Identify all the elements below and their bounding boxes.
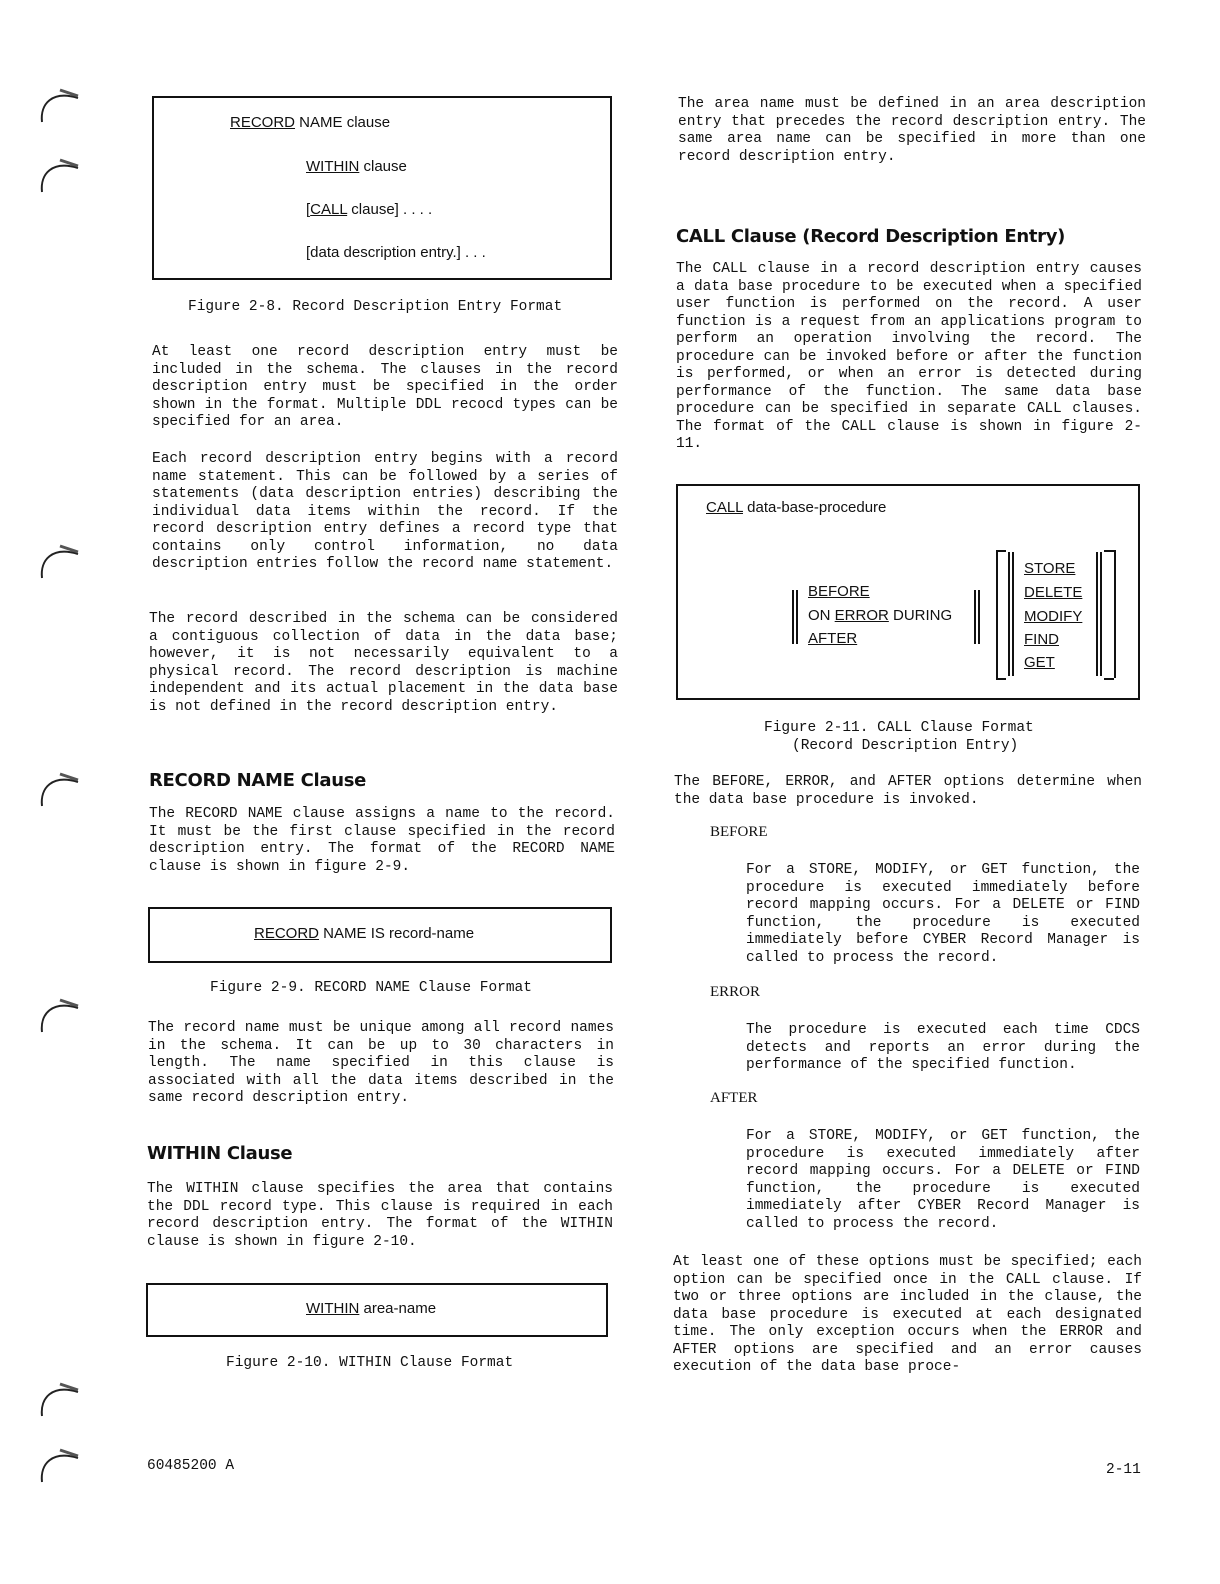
function-get: GET (1024, 654, 1055, 671)
within-clause-text: clause (359, 158, 407, 175)
brace-bar (1100, 552, 1102, 676)
data-description-entry-text: [data description entry.] . . . (306, 244, 486, 261)
call-keyword: CALL (706, 499, 743, 516)
binder-hole-mark (38, 768, 82, 808)
paragraph: Each record description entry begins with a record name statement. This can be followed by a series of statements (data description entries) describing the individual data items within the record. If the record description entry defines a record type that contains only control information, no data description entries follow the record name statement. (152, 451, 618, 572)
figure-2-11-caption-sub: (Record Description Entry) (792, 738, 1019, 754)
bracket-cap (996, 550, 1006, 552)
bracket-cap (1104, 678, 1114, 680)
brace-bar (1096, 552, 1098, 676)
record-name-text: NAME IS record-name (319, 925, 475, 942)
binder-hole-mark (38, 1378, 82, 1418)
footer-document-number: 60485200 A (147, 1458, 235, 1474)
definition-error: The procedure is executed each time CDCS detects and reports an error during the performance of the specified function. (746, 1022, 1140, 1073)
brace-bar (1008, 552, 1010, 676)
brace-bar (792, 590, 794, 644)
paragraph: The record described in the schema can be considered a contiguous collection of data in the data base; however, it is not necessarily equivalent to a physical record. The record description is machine independent and its actual placement in the data base is not defined in the record description entry. (149, 611, 618, 715)
binder-hole-mark (38, 84, 82, 124)
bracket-bar (996, 550, 998, 678)
brace-bar (1012, 552, 1014, 676)
function-modify: MODIFY (1024, 608, 1083, 625)
procedure-name-text: data-base-procedure (742, 499, 887, 516)
paragraph: The RECORD NAME clause assigns a name to the record. It must be the first clause specified in the record description entry. The format of the RECORD NAME clause is shown in figure 2-9. (149, 806, 615, 875)
figure-2-9-box (148, 907, 612, 963)
term-after: AFTER (710, 1090, 758, 1106)
brace-bar (796, 590, 798, 644)
term-before: BEFORE (710, 824, 768, 840)
section-heading-record-name: RECORD NAME Clause (149, 770, 367, 791)
paragraph: The area name must be defined in an area description entry that precedes the record description entry. The same area name can be specified in more than one record description entry. (678, 96, 1146, 165)
function-delete: DELETE (1024, 584, 1083, 601)
figure-2-10-caption: Figure 2-10. WITHIN Clause Format (226, 1355, 514, 1371)
figure-2-9-caption: Figure 2-9. RECORD NAME Clause Format (210, 980, 532, 996)
bracket-open: [ (306, 201, 311, 218)
name-clause-text: NAME clause (295, 114, 391, 131)
bracket-cap (1104, 550, 1114, 552)
record-keyword: RECORD (230, 114, 296, 131)
area-name-text: area-name (359, 1300, 437, 1317)
brace-bar (974, 590, 976, 644)
term-error: ERROR (710, 984, 761, 1000)
figure-2-8-caption: Figure 2-8. Record Description Entry Format (188, 299, 563, 315)
within-keyword: WITHIN (306, 1300, 360, 1317)
paragraph: At least one of these options must be specified; each option can be specified once in the CALL clause. If two or three options are included in the clause, the data base procedure is executed at each designated time. The only exception occurs when the ERROR and AFTER options are specified and an error causes execution of the data base proce- (673, 1254, 1142, 1375)
paragraph: The record name must be unique among all record names in the schema. It can be up to 30 characters in length. The name specified in this clause is associated with all the data items described in the same record description entry. (148, 1020, 614, 1106)
paragraph: The CALL clause in a record description entry causes a data base procedure to be executed when a specified user function is performed on the record. A user function is a request from an applications program to perform an operation involving the record. The procedure can be invoked before or after the function is performed, or when an error is detected during performance of the function. The same data base procedure can be specified in separate CALL clauses. The format of the CALL clause is shown in figure 2-11. (676, 261, 1142, 452)
record-keyword: RECORD (254, 925, 320, 942)
function-find: FIND (1024, 631, 1059, 648)
call-clause-text: clause] . . . . (347, 201, 433, 218)
figure-2-10-box (146, 1283, 608, 1337)
paragraph: At least one record description entry must be included in the schema. The clauses in the record description entry must be specified in the order shown in the format. Multiple DDL recocd types can be specified for an area. (152, 344, 618, 430)
binder-hole-mark (38, 540, 82, 580)
before-option: BEFORE (808, 583, 870, 600)
during-text: DURING (888, 607, 953, 624)
binder-hole-mark (38, 1444, 82, 1484)
figure-2-11-caption: Figure 2-11. CALL Clause Format (764, 720, 1034, 736)
brace-bar (978, 590, 980, 644)
after-option: AFTER (808, 630, 858, 647)
on-text: ON (808, 607, 835, 624)
error-option: ERROR (834, 607, 889, 624)
definition-after: For a STORE, MODIFY, or GET function, the procedure is executed immediately after record mapping occurs. For a DELETE or FIND function, the procedure is executed immediately after CYBER Record Manager is called to process the record. (746, 1128, 1140, 1232)
paragraph: The WITHIN clause specifies the area that contains the DDL record type. This clause is required in each record description entry. The format of the WITHIN clause is shown in figure 2-10. (147, 1181, 613, 1250)
bracket-cap (996, 678, 1006, 680)
paragraph: The BEFORE, ERROR, and AFTER options determine when the data base procedure is invoked. (674, 774, 1142, 808)
within-keyword: WITHIN (306, 158, 360, 175)
binder-hole-mark (38, 154, 82, 194)
footer-page-number: 2-11 (1106, 1462, 1141, 1478)
bracket-bar (1114, 550, 1116, 678)
binder-hole-mark (38, 994, 82, 1034)
section-heading-within: WITHIN Clause (147, 1143, 293, 1164)
figure-2-11-box (676, 484, 1140, 700)
function-store: STORE (1024, 560, 1076, 577)
figure-2-8-box (152, 96, 612, 280)
section-heading-call: CALL Clause (Record Description Entry) (676, 226, 1066, 247)
definition-before: For a STORE, MODIFY, or GET function, the procedure is executed immediately before record mapping occurs. For a DELETE or FIND function, the procedure is executed immediately before CYBER Record Manager is called to process the record. (746, 862, 1140, 966)
call-keyword: CALL (310, 201, 348, 218)
